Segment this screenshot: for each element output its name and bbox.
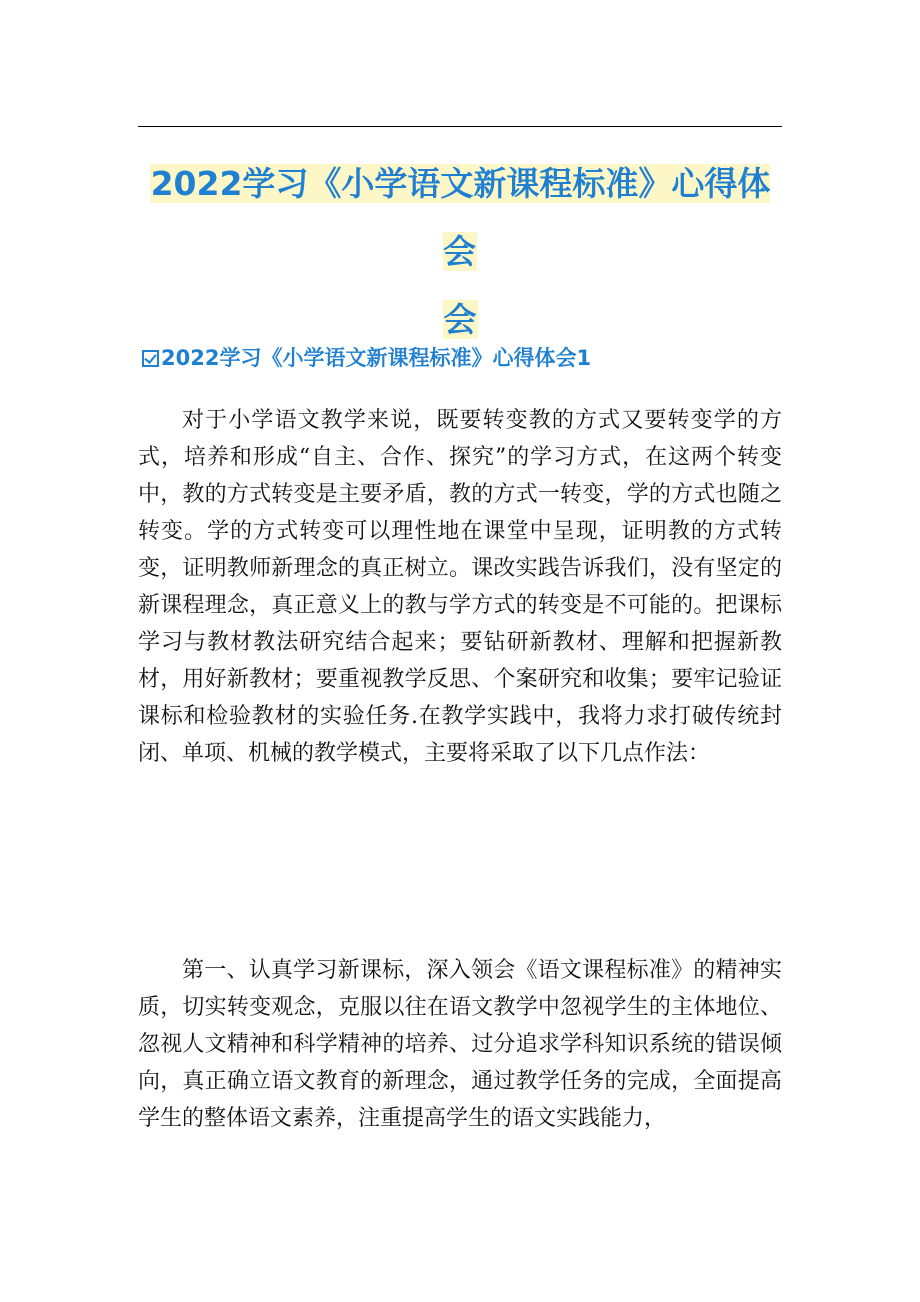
checkbox-checked-icon [142, 350, 159, 367]
header-rule [138, 126, 782, 127]
document-title [138, 150, 782, 354]
section-heading-text: 2022学习《小学语文新课程标准》心得体会1 [161, 346, 592, 370]
paragraph: 第一、认真学习新课标，深入领会《语文课程标准》的精神实质，切实转变观念，克服以往在语文教学中忽视学生的主体地位、忽视人文精神和科学精神的培养、过分追求学科知识系统的错误倾向，真正确立语文教育的新理念，通过教学任务的完成，全面提高学生的整体语文素养，注重提高学生的语文实践能力， [138, 958, 782, 1131]
title-line-1: 2022学习《小学语文新课程标准》心得体会 [150, 164, 771, 271]
paragraph: 对于小学语文教学来说，既要转变教的方式又要转变学的方式，培养和形成“自主、合作、探究”的学习方式，在这两个转变中，教的方式转变是主要矛盾，教的方式一转变，学的方式也随之转变。学的方式转变可以理性地在课堂中呈现，证明教的方式转变，证明教师新理念的真正树立。课改实践告诉我们，没有坚定的新课程理念，真正意义上的教与学方式的转变是不可能的。把课标学习与教材教法研究结合起来；要钻研新教材、理解和把握新教材，用好新教材；要重视教学反思、个案研究和收集；要牢记验证课标和检验教材的实验任务.在教学实践中，我将力求打破传统封闭、单项、机械的教学模式，主要将采取了以下几点作法： [138, 408, 782, 766]
title-line-2: 会 [443, 300, 477, 339]
section-heading [142, 338, 782, 378]
